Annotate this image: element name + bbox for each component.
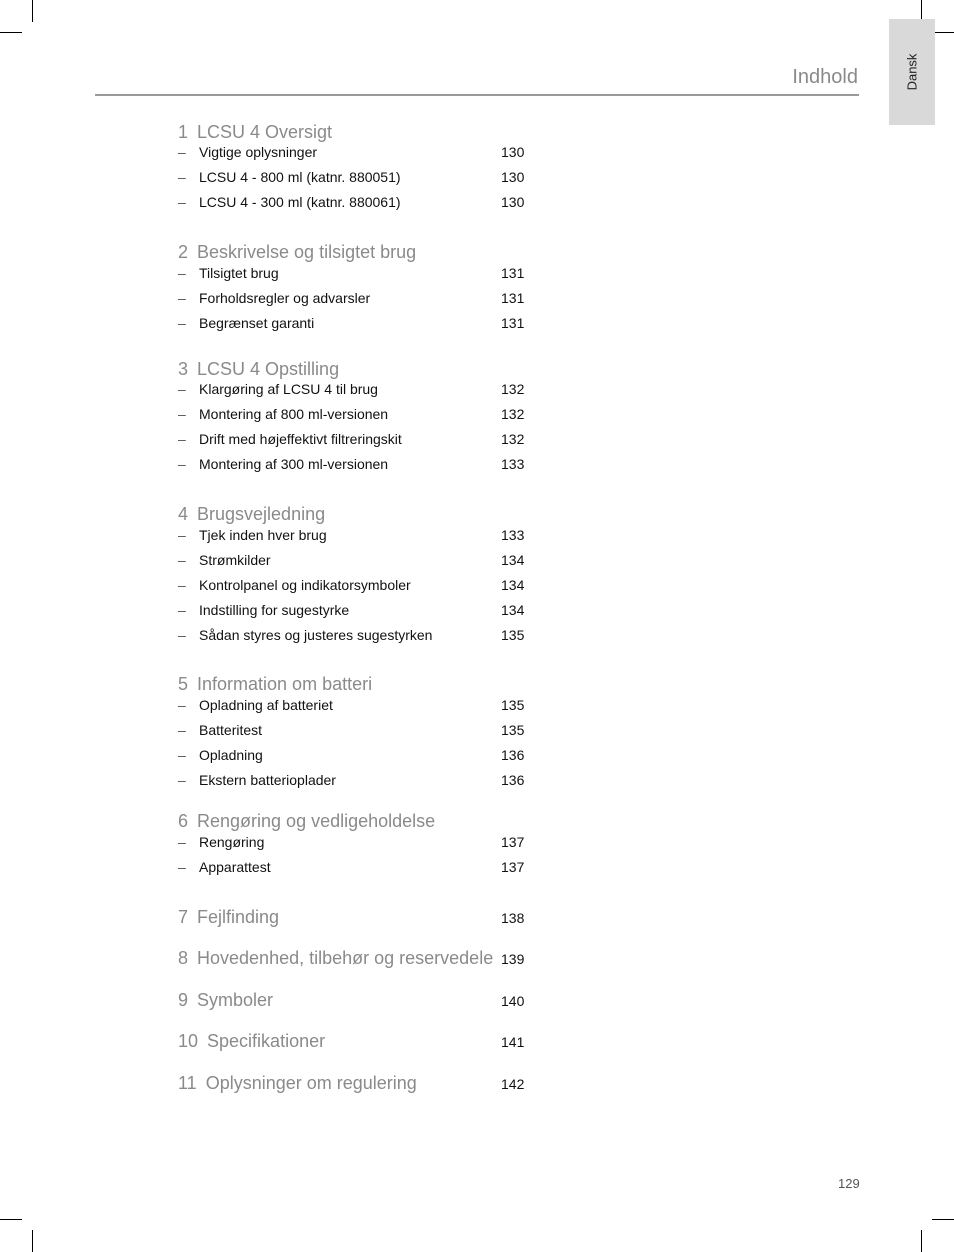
crop-mark	[0, 1219, 22, 1220]
dash-bullet: –	[178, 602, 186, 618]
language-tab-label: Dansk	[904, 53, 920, 91]
toc-section-title[interactable]	[178, 990, 273, 1011]
toc-entry-page: 135	[501, 722, 525, 738]
dash-bullet: –	[178, 834, 186, 850]
toc-section-page: 141	[501, 1034, 525, 1050]
toc-section-label: Information om batteri	[197, 674, 373, 694]
toc-entry-label: Strømkilder	[199, 552, 271, 568]
toc-section-label: Specifikationer	[207, 1031, 326, 1051]
toc-entry-page: 133	[501, 456, 525, 472]
toc-entry-page: 134	[501, 602, 525, 618]
toc-section-number: 6	[178, 811, 189, 831]
dash-bullet: –	[178, 552, 186, 568]
toc-entry-label: Opladning af batteriet	[199, 697, 333, 713]
toc-entry-page: 137	[501, 834, 525, 850]
dash-bullet: –	[178, 144, 186, 160]
toc-entry-label: Montering af 300 ml-versionen	[199, 456, 389, 472]
toc-entry-page: 137	[501, 859, 525, 875]
toc-entry-page: 132	[501, 431, 525, 447]
toc-section-number: 1	[178, 122, 189, 142]
toc-entry-label: Kontrolpanel og indikatorsymboler	[199, 577, 411, 593]
crop-mark	[932, 32, 954, 33]
dash-bullet: –	[178, 627, 186, 643]
toc-entry-label: LCSU 4 - 300 ml (katnr. 880061)	[199, 194, 401, 210]
toc-section-title[interactable]	[178, 1031, 325, 1052]
toc-section-number: 10	[178, 1031, 199, 1051]
toc-section-label: Oplysninger om regulering	[205, 1073, 417, 1093]
dash-bullet: –	[178, 859, 186, 875]
page-title: Indhold	[792, 66, 858, 88]
crop-mark	[32, 0, 33, 22]
toc-entry-page: 134	[501, 577, 525, 593]
header-rule	[95, 94, 859, 96]
dash-bullet: –	[178, 456, 186, 472]
toc-section-page: 140	[501, 993, 525, 1009]
dash-bullet: –	[178, 747, 186, 763]
toc-section-label: LCSU 4 Oversigt	[197, 122, 333, 142]
toc-entry-label: Begrænset garanti	[199, 315, 315, 331]
toc-entry-page: 133	[501, 527, 525, 543]
toc-section-page: 138	[501, 910, 525, 926]
toc-entry-label: Opladning	[199, 747, 263, 763]
toc-entry-label: Drift med højeffektivt filtreringskit	[199, 431, 402, 447]
toc-section-title[interactable]	[178, 359, 339, 380]
toc-entry-page: 136	[501, 772, 525, 788]
toc-entry-page: 130	[501, 169, 525, 185]
toc-entry-page: 132	[501, 381, 525, 397]
toc-section-title[interactable]	[178, 811, 435, 832]
page-number: 129	[838, 1176, 860, 1191]
toc-section-label: Beskrivelse og tilsigtet brug	[197, 242, 417, 262]
toc-entry-label: Indstilling for sugestyrke	[199, 602, 350, 618]
toc-entry-page: 134	[501, 552, 525, 568]
toc-entry-page: 135	[501, 697, 525, 713]
toc-section-label: Symboler	[197, 990, 274, 1010]
toc-section-label: LCSU 4 Opstilling	[197, 359, 340, 379]
toc-section-title[interactable]	[178, 674, 372, 695]
dash-bullet: –	[178, 772, 186, 788]
toc-entry-label: LCSU 4 - 800 ml (katnr. 880051)	[199, 169, 401, 185]
toc-section-label: Rengøring og vedligeholdelse	[197, 811, 436, 831]
toc-section-number: 3	[178, 359, 189, 379]
crop-mark	[921, 1230, 922, 1252]
toc-section-number: 7	[178, 907, 189, 927]
toc-section-number: 4	[178, 504, 189, 524]
toc-entry-label: Sådan styres og justeres sugestyrken	[199, 627, 433, 643]
toc-entry-label: Forholdsregler og advarsler	[199, 290, 371, 306]
dash-bullet: –	[178, 265, 186, 281]
toc-section-title[interactable]	[178, 948, 493, 969]
dash-bullet: –	[178, 315, 186, 331]
toc-entry-page: 135	[501, 627, 525, 643]
toc-section-page: 139	[501, 951, 525, 967]
toc-section-label: Hovedenhed, tilbehør og reservedele	[197, 948, 494, 968]
toc-section-title[interactable]	[178, 122, 332, 143]
toc-entry-page: 136	[501, 747, 525, 763]
dash-bullet: –	[178, 722, 186, 738]
toc-entry-page: 130	[501, 144, 525, 160]
toc-section-label: Fejlfinding	[197, 907, 280, 927]
dash-bullet: –	[178, 194, 186, 210]
toc-entry-label: Klargøring af LCSU 4 til brug	[199, 381, 378, 397]
toc-section-number: 2	[178, 242, 189, 262]
toc-section-page: 142	[501, 1076, 525, 1092]
dash-bullet: –	[178, 577, 186, 593]
toc-entry-page: 131	[501, 290, 525, 306]
toc-entry-page: 131	[501, 265, 525, 281]
crop-mark	[932, 1219, 954, 1220]
dash-bullet: –	[178, 697, 186, 713]
dash-bullet: –	[178, 431, 186, 447]
toc-entry-label: Batteritest	[199, 722, 263, 738]
toc-entry-label: Apparattest	[199, 859, 271, 875]
toc-section-number: 8	[178, 948, 189, 968]
toc-section-title[interactable]	[178, 907, 279, 928]
dash-bullet: –	[178, 406, 186, 422]
toc-entry-page: 132	[501, 406, 525, 422]
crop-mark	[32, 1230, 33, 1252]
toc-entry-page: 131	[501, 315, 525, 331]
toc-section-title[interactable]	[178, 504, 325, 525]
toc-section-title[interactable]	[178, 1073, 417, 1094]
toc-section-number: 11	[178, 1073, 197, 1093]
toc-section-number: 9	[178, 990, 189, 1010]
dash-bullet: –	[178, 290, 186, 306]
toc-entry-page: 130	[501, 194, 525, 210]
toc-entry-label: Montering af 800 ml-versionen	[199, 406, 389, 422]
language-tab	[889, 19, 935, 125]
dash-bullet: –	[178, 381, 186, 397]
crop-mark	[0, 32, 22, 33]
toc-entry-label: Tilsigtet brug	[199, 265, 279, 281]
toc-entry-label: Rengøring	[199, 834, 265, 850]
dash-bullet: –	[178, 527, 186, 543]
toc-entry-label: Vigtige oplysninger	[199, 144, 318, 160]
toc-entry-label: Ekstern batterioplader	[199, 772, 336, 788]
toc-section-label: Brugsvejledning	[197, 504, 326, 524]
toc-section-title[interactable]	[178, 242, 416, 263]
dash-bullet: –	[178, 169, 186, 185]
toc-section-number: 5	[178, 674, 189, 694]
toc-entry-label: Tjek inden hver brug	[199, 527, 327, 543]
